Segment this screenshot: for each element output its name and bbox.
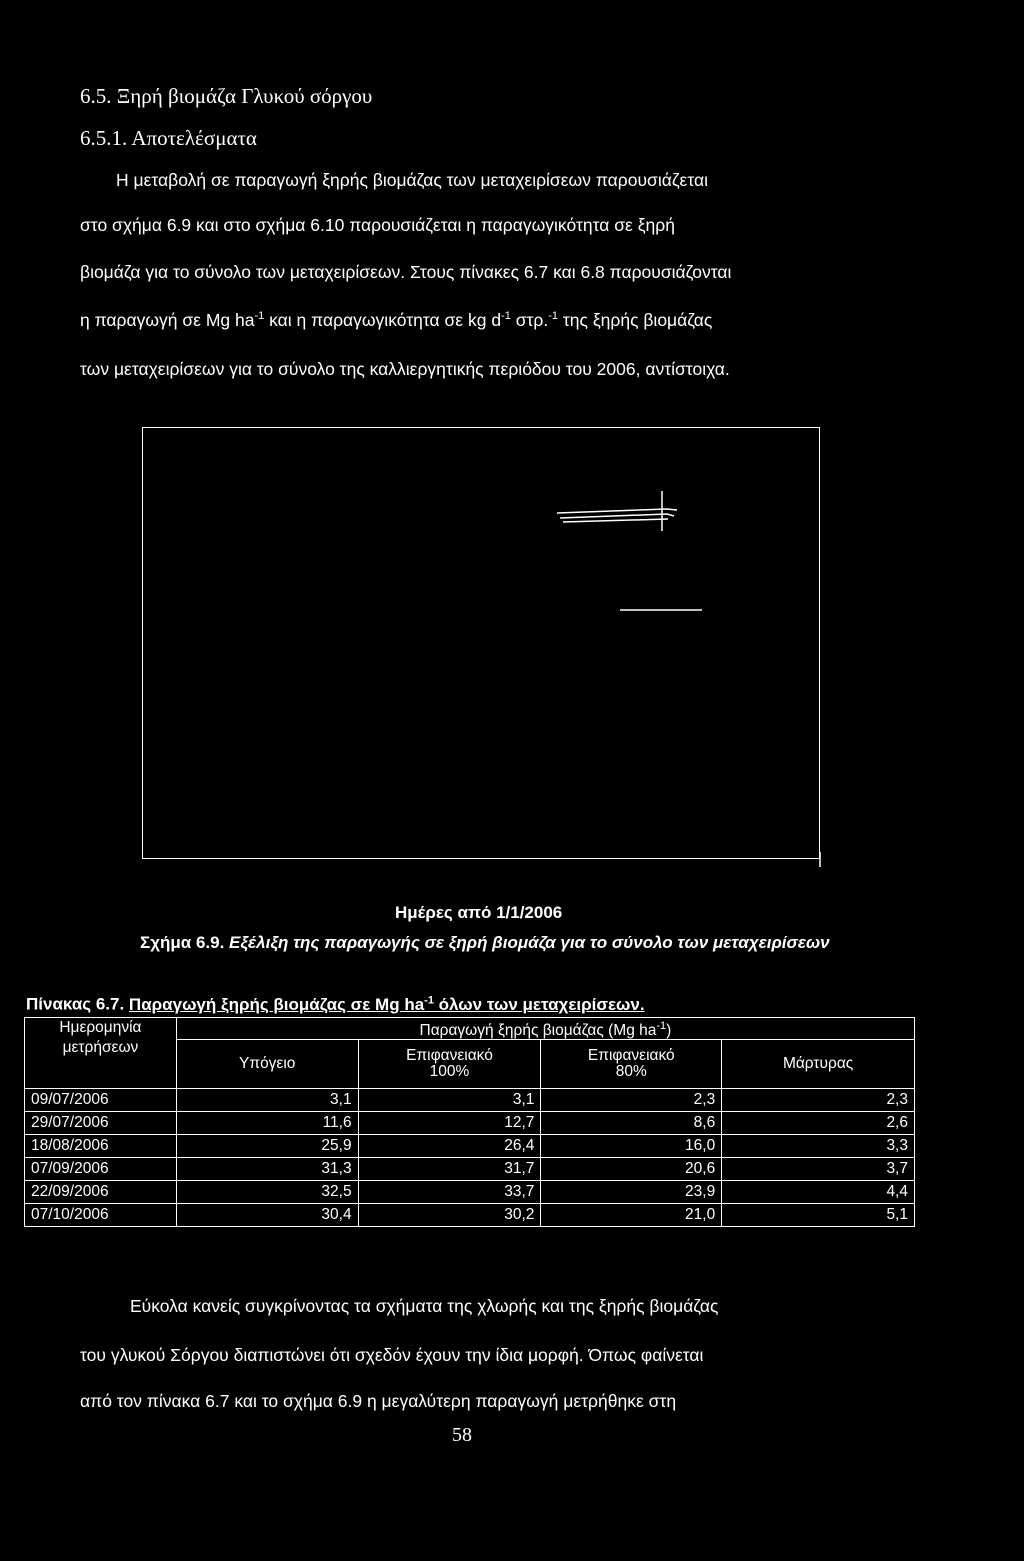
- cell-subsurface: 3,1: [176, 1089, 358, 1112]
- cell-subsurface: 32,5: [176, 1181, 358, 1204]
- figure-caption-text: Εξέλιξη της παραγωγής σε ξηρή βιομάζα για το σύνολο των μεταχειρίσεων: [224, 933, 830, 952]
- cell-control: 3,7: [722, 1158, 915, 1181]
- intro-line-3: βιομάζα για το σύνολο των μεταχειρίσεων. Στους πίνακες 6.7 και 6.8 παρουσιάζονται: [80, 262, 732, 282]
- table-row: [25, 1204, 915, 1227]
- table-title: [26, 994, 645, 1015]
- cell-subsurface: 30,4: [176, 1204, 358, 1227]
- intro-sup-3: -1: [548, 310, 559, 323]
- cell-control: 2,3: [722, 1089, 915, 1112]
- cell-date: 29/07/2006: [25, 1112, 177, 1135]
- group-header: [176, 1018, 914, 1040]
- table-title-text-c: όλων των μεταχειρίσεων.: [433, 994, 645, 1014]
- intro-line-2: στο σχήμα 6.9 και στο σχήμα 6.10 παρουσιάζεται η παραγωγικότητα σε ξηρή: [80, 215, 675, 235]
- table-title-text-a: Παραγωγή ξηρής βιομάζας σε Mg ha: [128, 994, 425, 1014]
- cell-control: 2,6: [722, 1112, 915, 1135]
- col-3-line-1: Επιφανειακό: [587, 1047, 675, 1065]
- group-header-text-a: Παραγωγή ξηρής βιομάζας (Mg ha: [419, 1022, 657, 1040]
- table-row: [25, 1089, 915, 1112]
- cell-surface-100: 31,7: [358, 1158, 541, 1181]
- figure-plot-marks: [142, 427, 822, 867]
- figure-caption-label: Σχήμα 6.9.: [140, 933, 225, 952]
- cell-subsurface: 31,3: [176, 1158, 358, 1181]
- figure-caption: [140, 933, 830, 953]
- group-header-text-b: ): [666, 1022, 672, 1040]
- intro-line-4: [80, 310, 712, 331]
- cell-surface-100: 33,7: [358, 1181, 541, 1204]
- intro-line-5: των μεταχειρίσεων για το σύνολο της καλλιεργητικής περιόδου του 2006, αντίστοιχα.: [80, 359, 730, 379]
- col-2-line-1: Επιφανειακό: [406, 1047, 493, 1065]
- cell-surface-80: 16,0: [541, 1135, 722, 1158]
- group-header-sup: -1: [656, 1020, 667, 1032]
- col-2-line-2: 100%: [429, 1063, 470, 1081]
- column-header-surface-100: [358, 1040, 541, 1089]
- column-header-subsurface: Υπόγειο: [176, 1040, 358, 1089]
- cell-date: 18/08/2006: [25, 1135, 177, 1158]
- date-header-line-2: μετρήσεων: [62, 1039, 139, 1056]
- page-number: 58: [452, 1424, 472, 1446]
- intro-line-1: Η μεταβολή σε παραγωγή ξηρής βιομάζας των μεταχειρίσεων παρουσιάζεται: [116, 170, 709, 190]
- table-title-text: [129, 995, 645, 1014]
- table-title-sup: -1: [424, 994, 434, 1006]
- closing-line-2: του γλυκού Σόργου διαπιστώνει ότι σχεδόν έχουν την ίδια μορφή. Όπως φαίνεται: [80, 1345, 704, 1365]
- cell-surface-80: 21,0: [541, 1204, 722, 1227]
- cell-date: 07/10/2006: [25, 1204, 177, 1227]
- series-line-3: [563, 519, 668, 522]
- series-line-1: [557, 509, 677, 513]
- cell-date: 07/09/2006: [25, 1158, 177, 1181]
- intro-line-4-part-c: στρ.: [510, 310, 549, 330]
- subsection-heading: 6.5.1. Αποτελέσματα: [80, 126, 257, 150]
- table-row: [25, 1112, 915, 1135]
- cell-date: 09/07/2006: [25, 1089, 177, 1112]
- cell-surface-80: 8,6: [541, 1112, 722, 1135]
- cell-surface-100: 26,4: [358, 1135, 541, 1158]
- table-row: [25, 1158, 915, 1181]
- date-column-header: [25, 1018, 177, 1089]
- intro-sup-2: -1: [501, 310, 511, 323]
- cell-surface-100: 12,7: [358, 1112, 541, 1135]
- section-heading: 6.5. Ξηρή βιομάζα Γλυκού σόργου: [80, 84, 373, 108]
- cell-control: 5,1: [722, 1204, 915, 1227]
- cell-surface-80: 20,6: [541, 1158, 722, 1181]
- biomass-table: [24, 1017, 915, 1227]
- table-row: [25, 1135, 915, 1158]
- date-header-line-1: Ημερομηνία: [59, 1019, 142, 1036]
- column-header-surface-80: [541, 1040, 722, 1089]
- closing-line-1: Εύκολα κανείς συγκρίνοντας τα σχήματα της χλωρής και της ξηρής βιομάζας: [130, 1296, 719, 1316]
- series-line-2: [560, 514, 674, 518]
- col-3-line-2: 80%: [615, 1063, 647, 1081]
- figure-x-axis-label: Ημέρες από 1/1/2006: [395, 903, 563, 922]
- column-header-control: Μάρτυρας: [722, 1040, 915, 1089]
- cell-control: 3,3: [722, 1135, 915, 1158]
- cell-subsurface: 25,9: [176, 1135, 358, 1158]
- cell-surface-80: 2,3: [541, 1089, 722, 1112]
- cell-date: 22/09/2006: [25, 1181, 177, 1204]
- closing-line-3: από τον πίνακα 6.7 και το σχήμα 6.9 η μεγαλύτερη παραγωγή μετρήθηκε στη: [80, 1391, 677, 1411]
- intro-line-4-part-b: και η παραγωγικότητα σε kg d: [264, 310, 502, 330]
- cell-surface-100: 30,2: [358, 1204, 541, 1227]
- table-title-label: Πίνακας 6.7.: [26, 994, 129, 1014]
- cell-surface-80: 23,9: [541, 1181, 722, 1204]
- cell-surface-100: 3,1: [358, 1089, 541, 1112]
- cell-subsurface: 11,6: [176, 1112, 358, 1135]
- intro-sup-1: -1: [254, 310, 265, 323]
- intro-line-4-part-a: η παραγωγή σε Mg ha: [80, 310, 255, 330]
- cell-control: 4,4: [722, 1181, 915, 1204]
- table-row: [25, 1181, 915, 1204]
- intro-line-4-part-d: της ξηρής βιομάζας: [558, 310, 713, 330]
